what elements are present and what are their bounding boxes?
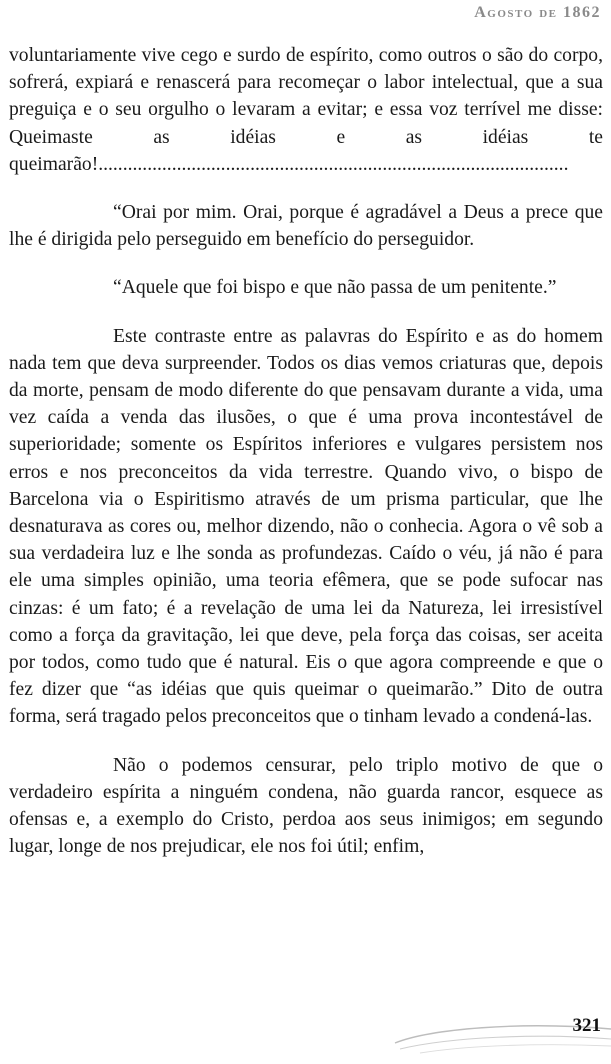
paragraph-commentary: Este contraste entre as palavras do Espírito e as do homem nada tem que deva surpreender. Todos os dias vemos criaturas que, depois da morte, pensam de modo diferente do que pensavam durante a vida, uma vez caída a venda das ilusões, o que é uma prova incontestável de superioridade; somente os Espíritos inferiores e vulgares persistem nos erros e nos preconceitos da vida terrestre. Quando vivo, o bispo de Barcelona via o Espiritismo através de um prisma particular, que lhe desnaturava as cores ou, melhor dizendo, não o conhecia. Agora o vê sob a sua verdadeira luz e lhe sonda as profundezas. Caído o véu, já não é para ele uma simples opinião, uma teoria efêmera, que se pode sufocar nas cinzas: é um fato; é a revelação de uma lei da Natureza, lei irresistível como a força da gravitação, lei que deve, pela força das coisas, ser aceita por todos, como tudo que é natural. Eis o que agora compreende e que o fez dizer que “as idéias que quis queimar o queimarão.” Dito de outra forma, será tragado pelos preconceitos que o tinham levado a condená-las. [9,325,603,728]
running-header: Agosto de 1862 [474,4,601,21]
page-number: 321 [572,1015,601,1036]
page-footer [0,999,611,1059]
page-body [9,42,603,881]
paragraph-closing: Não o podemos censurar, pelo triplo motivo de que o verdadeiro espírita a ninguém condena, não guarda rancor, esquece as ofensas e, a exemplo do Cristo, perdoa aos seus inimigos; em segundo lugar, longe de nos prejudicar, ele nos foi útil; enfim, [9,754,603,858]
paragraph-quote-signature: “Aquele que foi bispo e que não passa de um penitente.” [113,277,557,299]
paragraph-quote-prayer: “Orai por mim. Orai, porque é agradável a Deus a prece que lhe é dirigida pelo perseguido em benefício do perseguidor. [9,202,603,251]
footer-swoosh-ornament [0,999,611,1059]
paragraph-continued: voluntariamente vive cego e surdo de espírito, como outros o são do corpo, sofrerá, expiará e renascerá para recomeçar o labor intelectual, que a sua preguiça e o seu orgulho o levaram a evitar; e essa voz terrível me disse: Queimaste as idéias e as idéias te queimarão!................................................................................................ [9,45,603,175]
